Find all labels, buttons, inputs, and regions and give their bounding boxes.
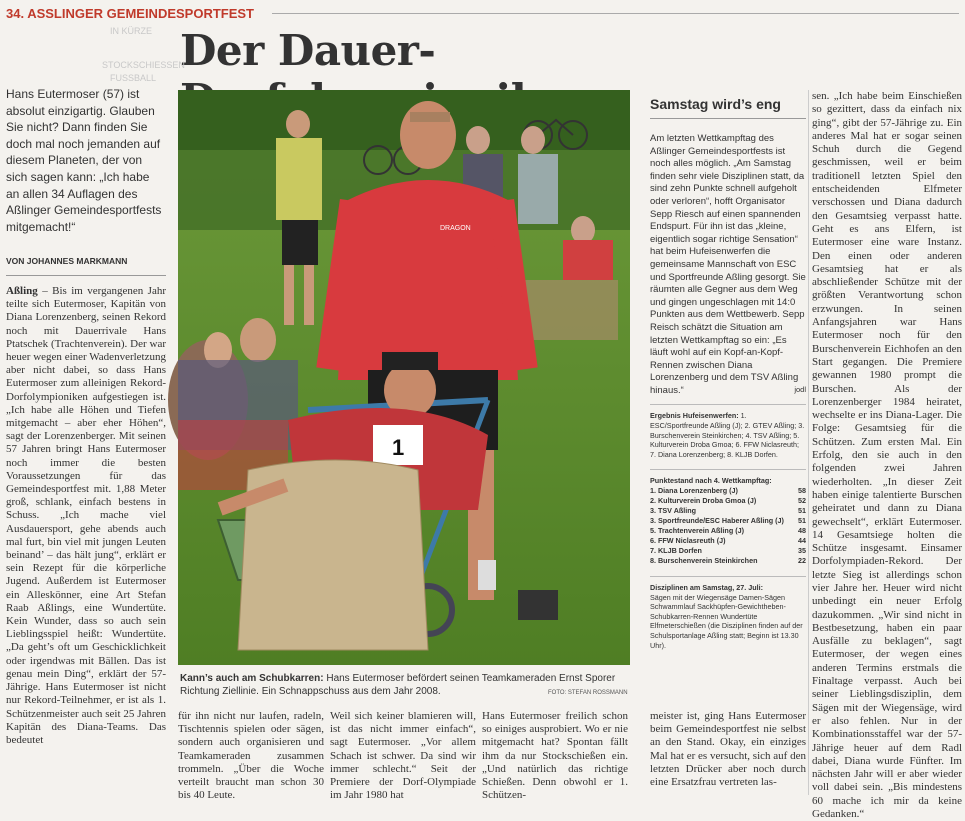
schedule-title: Disziplinen am Samstag, 27. Juli: — [650, 583, 764, 593]
start-number: 1 — [392, 435, 405, 460]
body-column-2: für ihn nicht nur laufen, radeln, Tischtennis spielen oder sägen, sondern auch organisieren und Teamkameraden zusammen trommeln. „Über die Woche verteilt braucht man schon 30 bis 40 Leute. — [178, 710, 324, 802]
photo-credit: FOTO: STEFAN ROSSMANN — [548, 690, 628, 696]
faint-label: IN KÜRZE — [110, 26, 153, 36]
body-column-1 — [6, 285, 166, 747]
body-text: – Bis im vergangenen Jahr teilte sich Eutermoser, Kapitän von Diana Lorenzenberg, seinen Rekord noch mit Dauerrivale Hans Ptatschek (Trachtenverein). Der war heuer wegen einer Wadenverletzung aber nicht dabei, so dass Hans Eutermoser zum alleinigen Rekord-Dorfolympioniken aufgestiegen ist. „Ich habe alle Höhen und Tiefen mitgemacht – aber eher Höhen“, sagt der Lorenzenberger. Mit seinen 57 Jahren bringt Hans Eutermoser noch immer die besten Voraussetzungen für das Gemeindesportfest mit. 1,88 Meter groß, schlank, einfach bestens in Schuss. „Ich mache viel Ausdauersport, gehe abends auch mal furt, bin viel mit jungen Leuten beinand’ – das hält jung“, erklärt er sein Rezept für die körperliche Jugend. Außerdem ist Eutermoser ein Alleskönner, eine Art Stefan Raab Aßlings, eine Wundertüte. Kein Wunder, dass so auch sein Lieblingsspiel heißt: Wundertüte. „Da geht’s oft um Geschicklichkeit oder irgendwas mit Bällen. Das ist genau mein Ding“, erklärt der 57-Jährige. Hans Eutermoser ist nicht nur Rekord-Teilnehmer, er ist als 1. Schützenmeister auch seit 25 Jahren Kapitän des Diana-Teams. Das bedeutet — [6, 285, 166, 746]
team-points: 51 — [798, 506, 806, 516]
results-text: 1. ESC/Sportfreunde Aßling (J); 2. GTEV Aßling; 3. Burschenverein Steinkirchen; 4. TSV Aßling; 5. Kulturverein Droba Gmoa; 6. FFW Niclasreuth; 7. Diana Lorenzenberg; 8. KLJB Dorfen. — [650, 411, 805, 459]
standings-block — [650, 469, 806, 566]
caption-text: Hans Eutermoser befördert seinen Teamkameraden Ernst Sporer Richtung Ziellinie. Ein Schnappschuss aus dem Jahr 2008. — [180, 673, 616, 697]
standings-row — [650, 546, 806, 556]
sidebar-signature: jodl — [794, 385, 806, 395]
standings-list — [650, 486, 806, 566]
standings-row — [650, 506, 806, 516]
shirt-logo: DRAGON — [440, 225, 471, 232]
team-points: 52 — [798, 496, 806, 506]
headline: Der Dauer- — [180, 26, 436, 75]
intro-text: Hans Eutermoser (57) ist absolut einzigartig. Glauben Sie nicht? Dann finden Sie doch mal noch jemanden auf diesem Planeten, der von sich sagen kann: „Ich habe an allen 34 Auflagen des Aßlinger Gemeindesportfests mitgemacht!“ — [6, 87, 162, 234]
caption-lead: Kann’s auch am Schubkarren: — [180, 673, 324, 684]
byline-rule — [6, 275, 166, 276]
standings-title: Punktestand nach 4. Wettkampftag: — [650, 476, 772, 486]
body-column-6: sen. „Ich habe beim Einschießen so gezittert, dass da einfach nix ging“, gibt der 57-Jährige zu. Ein anderes Mal hat er sogar seinen Schuh durch die Gegend geschmissen, weil er beim traditionell letzten Spiel den entscheidenden Elfmeter verschossen und Diana dadurch den Gesamtsieg verpasst hatte. Geht es ans Elfern, ist Eutermoser eine ware Instanz. Den einen oder anderen Gesamtsieg hat er als abschließender Schütze mit der größten Verantwortung schon erzwungen. In seinen Anfangsjahren war Hans Eutermoser noch für den Burschenverein Eichhofen an den Start gegangen. Die Premiere gewannen 1980 prompt die Burschen. Als der Lorenzenberger 1984 heiratet, wechselte er ins Diana-Lager. Die Folge: Gesamtsieg für die Schützen. Zum ersten Mal. Ein Erfolg, den sie auch in den folgenden zwei Jahren wiederholten. „In dieser Zeit haben einige talentierte Burschen geheiratet und dann zu Diana gewechselt“, erklärt Eutermoser. 14 Gesamtsiege holten die Schütze insgesamt. Einsamer Dorfolympiaden-Rekord. Der letzte Sieg ist allerdings schon vier Jahre her. Heuer wird nicht unbedingt ein neuer Erfolg dazukommen. „Wir sind nicht in Bestbesetzung, haben ein paar Ausfälle zu beklagen“, sagt Eutermoser, der wegen eines anderen Termins erstmals die Finaltage verpasst. Auch bei seiner Lieblingsdisziplin, dem Sägen mit der Wiegensäge, wird er also fehlen. Nur in der Kombinationsstaffel war der 57-Jährige heuer auf dem Radl dabei, Diana wurde Fünfter. Im nächsten Jahr will er aber wieder voll dabei sein. „Bis mindestens 60 mache ich mir da keine Gedanken.“ — [812, 90, 962, 821]
team-points: 51 — [798, 516, 806, 526]
team-name: 2. Kulturverein Droba Gmoa (J) — [650, 496, 757, 506]
team-name: 3. TSV Aßling — [650, 506, 697, 516]
team-name: 1. Diana Lorenzenberg (J) — [650, 486, 738, 496]
standings-row — [650, 536, 806, 546]
kicker-rule — [272, 13, 959, 14]
body-column-4: Hans Eutermoser freilich schon so einiges ausprobiert. Wo er nie mitgemacht hat? Spontan fällt ihm da nur Stockschießen ein. „Und natürlich das richtige Schießen. Denn obwohl er 1. Schützen- — [482, 710, 628, 802]
team-name: 7. KLJB Dorfen — [650, 546, 702, 556]
standings-row — [650, 486, 806, 496]
team-name: 3. Sportfreunde/ESC Haberer Aßling (J) — [650, 516, 784, 526]
results-block — [650, 404, 806, 459]
faint-label: STOCKSCHIESSEN — [102, 60, 185, 70]
standings-row — [650, 526, 806, 536]
column-rule — [808, 90, 809, 795]
main-photo — [178, 90, 630, 665]
team-name: 5. Trachtenverein Aßling (J) — [650, 526, 744, 536]
team-points: 35 — [798, 546, 806, 556]
results-label: Ergebnis Hufeisenwerfen: — [650, 411, 739, 421]
team-name: 6. FFW Niclasreuth (J) — [650, 536, 726, 546]
standings-row — [650, 516, 806, 526]
dateline: Aßling — [6, 285, 38, 297]
team-points: 22 — [798, 556, 806, 566]
body-column-5: meister ist, ging Hans Eutermoser beim Gemeindesportfest nie selbst an den Stand. Okay, ein einziges Mal hat er es versucht, sich auf den letzten Drücker aber noch durch eine Ersatzfrau vertreten las- — [650, 710, 806, 789]
team-points: 58 — [798, 486, 806, 496]
sidebar-box — [650, 90, 806, 702]
team-points: 48 — [798, 526, 806, 536]
byline: VON JOHANNES MARKMANN — [6, 256, 128, 266]
faint-label: FUSSBALL — [110, 73, 157, 83]
sidebar-title: Samstag wird’s eng — [650, 96, 806, 119]
standings-row — [650, 496, 806, 506]
photo-illustration — [178, 90, 630, 665]
sidebar-text: Am letzten Wettkampftag des Aßlinger Gemeindesportfests ist noch alles möglich. „Am Samstag finden sehr viele Disziplinen statt, da sind zehn Punkte schnell aufgeholt oder verloren“, hofft Organisator Sepp Riesch auf einen spannenden Endspurt. Für ihn ist das „kleine, eigentlich sogar richtige Sensation“ hat beim Hufeisenwerfen die gemeinsame Mannschaft von ESC und Sportfreunde Aßling gesorgt. Sie räumten alle Gegner aus dem Weg und gingen ungeschlagen mit 14:0 Punkten aus dem Wettbewerb. Sepp Reisch schätzt die Situation am letzten Wettkampftag so ein: „Es läuft wohl auf ein Kopf-an-Kopf-Rennen zwischen Diana Lorenzenberg und dem TSV Aßling hinaus.“ — [650, 133, 806, 396]
team-points: 44 — [798, 536, 806, 546]
team-name: 8. Burschenverein Steinkirchen — [650, 556, 758, 566]
section-kicker: 34. ASSLINGER GEMEINDESPORTFEST — [6, 6, 255, 21]
body-column-3: Weil sich keiner blamieren will, ist das nicht immer einfach“, sagt Eutermoser. „Vor allem Schach ist schwer. Da sind wir immer schlecht.“ Seit der Premiere der Dorf-Olympiade im Jahr 1980 hat — [330, 710, 476, 802]
standings-row — [650, 556, 806, 566]
schedule-text: Sägen mit der Wiegensäge Damen-Sägen Schwammlauf Sackhüpfen-Gewichtheben-Schubkarren-Rennen Wundertüte Elfmeterschießen (die Disziplinen finden auf der Schulsportanlage Aßling statt; Beginn ist 13.30 Uhr). — [650, 592, 803, 650]
schedule-block — [650, 576, 806, 650]
